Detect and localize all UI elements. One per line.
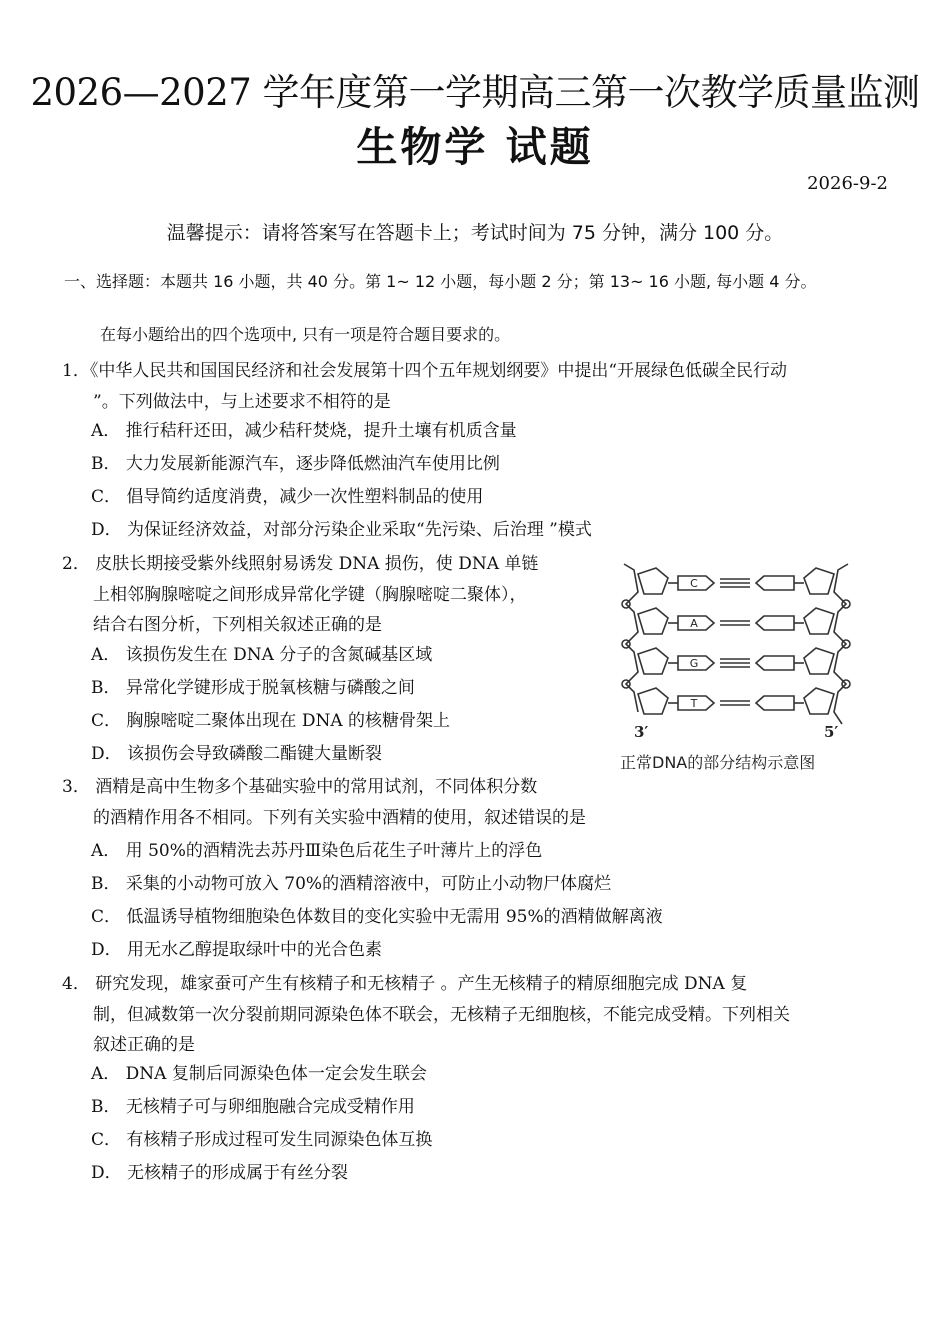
q4-stem-line1: 4． 研究发现，雄家蚕可产生有核精子和无核精子 。产生无核精子的精原细胞完成 DNA 复 [62, 974, 748, 994]
q3-option-b: B． 采集的小动物可放入 70%的酒精溶液中，可防止小动物尸体腐烂 [91, 874, 612, 894]
exam-title: 2026—2027 学年度第一学期高三第一次教学质量监测 [30, 71, 920, 114]
exam-tip: 温馨提示：请将答案写在答题卡上；考试时间为 75 分钟，满分 100 分。 [166, 222, 784, 244]
exam-date: 2026-9-2 [807, 173, 888, 194]
figure-caption: 正常DNA的部分结构示意图 [620, 753, 816, 772]
q3-stem-line1: 3． 酒精是高中生物多个基础实验中的常用试剂，不同体积分数 [62, 777, 538, 797]
q4-stem-line2: 制，但减数第一次分裂前期同源染色体不联会，无核精子无细胞核，不能完成受精。下列相关 [93, 1005, 790, 1025]
q2-option-b: B． 异常化学键形成于脱氧核糖与磷酸之间 [91, 678, 415, 698]
q1-stem-line2: ”。下列做法中，与上述要求不相符的是 [93, 392, 391, 412]
q2-option-d: D． 该损伤会导致磷酸二酯键大量断裂 [91, 744, 383, 764]
q2-stem-line2: 上相邻胸腺嘧啶之间形成异常化学键（胸腺嘧啶二聚体）， [93, 585, 527, 605]
q4-option-b: B． 无核精子可与卵细胞融合完成受精作用 [91, 1097, 415, 1117]
q1-option-c: C． 倡导简约适度消费，减少一次性塑料制品的使用 [91, 487, 484, 507]
base-label-a: A [690, 617, 698, 630]
q2-stem-line1: 2． 皮肤长期接受紫外线照射易诱发 DNA 损伤，使 DNA 单链 [62, 554, 539, 574]
q3-option-a: A． 用 50%的酒精洗去苏丹Ⅲ染色后花生子叶薄片上的浮色 [91, 841, 543, 861]
base-label-g: G [689, 657, 699, 670]
q1-option-b: B． 大力发展新能源汽车，逐步降低燃油汽车使用比例 [91, 454, 500, 474]
section-instruction: 在每小题给出的四个选项中, 只有一项是符合题目要求的。 [100, 325, 511, 344]
strand-end-5-prime: 5′ [824, 723, 839, 741]
q4-option-a: A． DNA 复制后同源染色体一定会发生联会 [91, 1064, 427, 1084]
base-label-c: C [690, 577, 698, 590]
q1-stem-line1: 1．《中华人民共和国国民经济和社会发展第十四个五年规划纲要》中提出“开展绿色低碳全民行动 [62, 361, 788, 381]
dna-structure-figure [616, 552, 866, 772]
q3-option-d: D． 用无水乙醇提取绿叶中的光合色素 [91, 940, 383, 960]
q1-option-d: D． 为保证经济效益，对部分污染企业采取“先污染、后治理 ”模式 [91, 520, 592, 540]
q2-stem-line3: 结合右图分析，下列相关叙述正确的是 [93, 615, 382, 635]
q4-stem-line3: 叙述正确的是 [93, 1035, 195, 1055]
q2-option-c: C． 胸腺嘧啶二聚体出现在 DNA 的核糖骨架上 [91, 711, 450, 731]
q3-option-c: C． 低温诱导植物细胞染色体数目的变化实验中无需用 95%的酒精做解离液 [91, 907, 663, 927]
q2-option-a: A． 该损伤发生在 DNA 分子的含氮碱基区域 [91, 645, 433, 665]
q4-option-c: C． 有核精子形成过程可发生同源染色体互换 [91, 1130, 433, 1150]
exam-subtitle: 生物学 试题 [356, 123, 594, 171]
q3-stem-line2: 的酒精作用各不相同。下列有关实验中酒精的使用，叙述错误的是 [93, 808, 586, 828]
q4-option-d: D． 无核精子的形成属于有丝分裂 [91, 1163, 349, 1183]
strand-end-3-prime: 3′ [634, 723, 649, 741]
base-label-t: T [690, 697, 698, 710]
section-heading: 一、选择题：本题共 16 小题，共 40 分。第 1~ 12 小题，每小题 2 分；第 13~ 16 小题, 每小题 4 分。 [64, 272, 817, 291]
q1-option-a: A． 推行秸秆还田，减少秸秆焚烧，提升土壤有机质含量 [91, 421, 517, 441]
